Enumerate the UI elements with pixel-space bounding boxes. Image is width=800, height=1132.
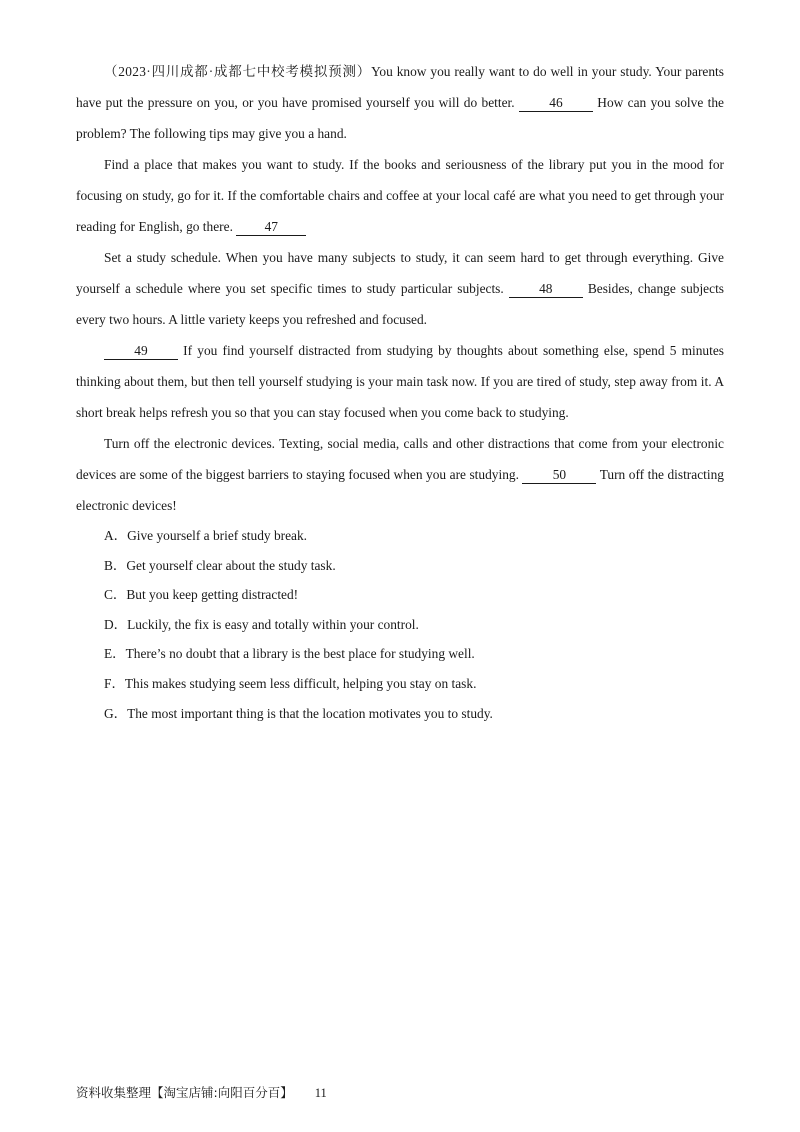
option-letter: B． [104,557,127,573]
footer-text: 资料收集整理【淘宝店铺:向阳百分百】 [76,1085,293,1100]
blank-48: 48 [509,281,583,298]
paragraph-3-text-b: Besides, change subjects every two hours. A little variety keeps you refreshed and focused. [76,281,725,327]
blank-49: 49 [104,343,178,360]
paragraph-4-text-b: If you find yourself distracted from studying by thoughts about something else, spend 5 minutes thinking about them, but then tell yourself studying is your main task now. If you are tired of study, step away from it. A short break helps refresh you so that you can stay focused when you come back to studying. [76,343,724,420]
option-text: But you keep getting distracted! [126,587,299,603]
document-page [76,56,724,728]
option-letter: G． [104,705,128,721]
option-text: There’s no doubt that a library is the best place for studying well. [125,646,475,662]
paragraph-1-text-b: How can you solve the problem? The following tips may give you a hand. [76,95,724,141]
option-letter: A． [104,528,128,543]
paragraph-2-text-a: Find a place that makes you want to study. If the books and seriousness of the library put you in the mood for focusing on study, go for it. If the comfortable chairs and coffee at your local café are what you need to get through your reading for English, go there. [76,157,724,234]
option-b [76,551,724,581]
question-source: （2023·四川成都·成都七中校考模拟预测） [104,64,372,79]
blank-47: 47 [236,219,306,236]
option-text: This makes studying seem less difficult, helping you stay on task. [124,675,477,691]
paragraph-5-text-b: Turn off the distracting electronic devices! [76,467,724,513]
option-text: Give yourself a brief study break. [127,528,308,543]
page-number: 11 [314,1086,327,1100]
option-letter: C． [104,587,127,603]
option-letter: F． [104,675,125,691]
paragraph-5-text-a: Turn off the electronic devices. Texting, social media, calls and other distractions that come from your electronic devices are some of the biggest barriers to staying focused when you are studying. [76,436,724,482]
option-letter: E． [104,646,126,662]
paragraph-5 [76,428,724,521]
answer-options [76,521,724,728]
option-c [76,580,724,610]
option-text: Get yourself clear about the study task. [126,557,336,573]
option-d [76,610,724,640]
page-footer [76,1083,327,1101]
paragraph-1-text-a: You know you really want to do well in your study. Your parents have put the pressure on you, or you have promised yourself you will do better. [76,64,724,110]
paragraph-2 [76,149,724,242]
option-e [76,639,724,669]
option-g [76,699,724,729]
option-text: Luckily, the fix is easy and totally within your control. [127,616,419,632]
option-text: The most important thing is that the location motivates you to study. [127,705,493,721]
option-a [76,521,724,551]
option-f [76,669,724,699]
paragraph-4 [76,335,724,428]
paragraph-3 [76,242,724,335]
blank-50: 50 [522,467,596,484]
paragraph-1 [76,56,724,149]
blank-46: 46 [519,95,593,112]
paragraph-3-text-a: Set a study schedule. When you have many subjects to study, it can seem hard to get through everything. Give yourself a schedule where you set specific times to study particular subjects. [76,250,724,296]
option-letter: D． [104,616,128,632]
